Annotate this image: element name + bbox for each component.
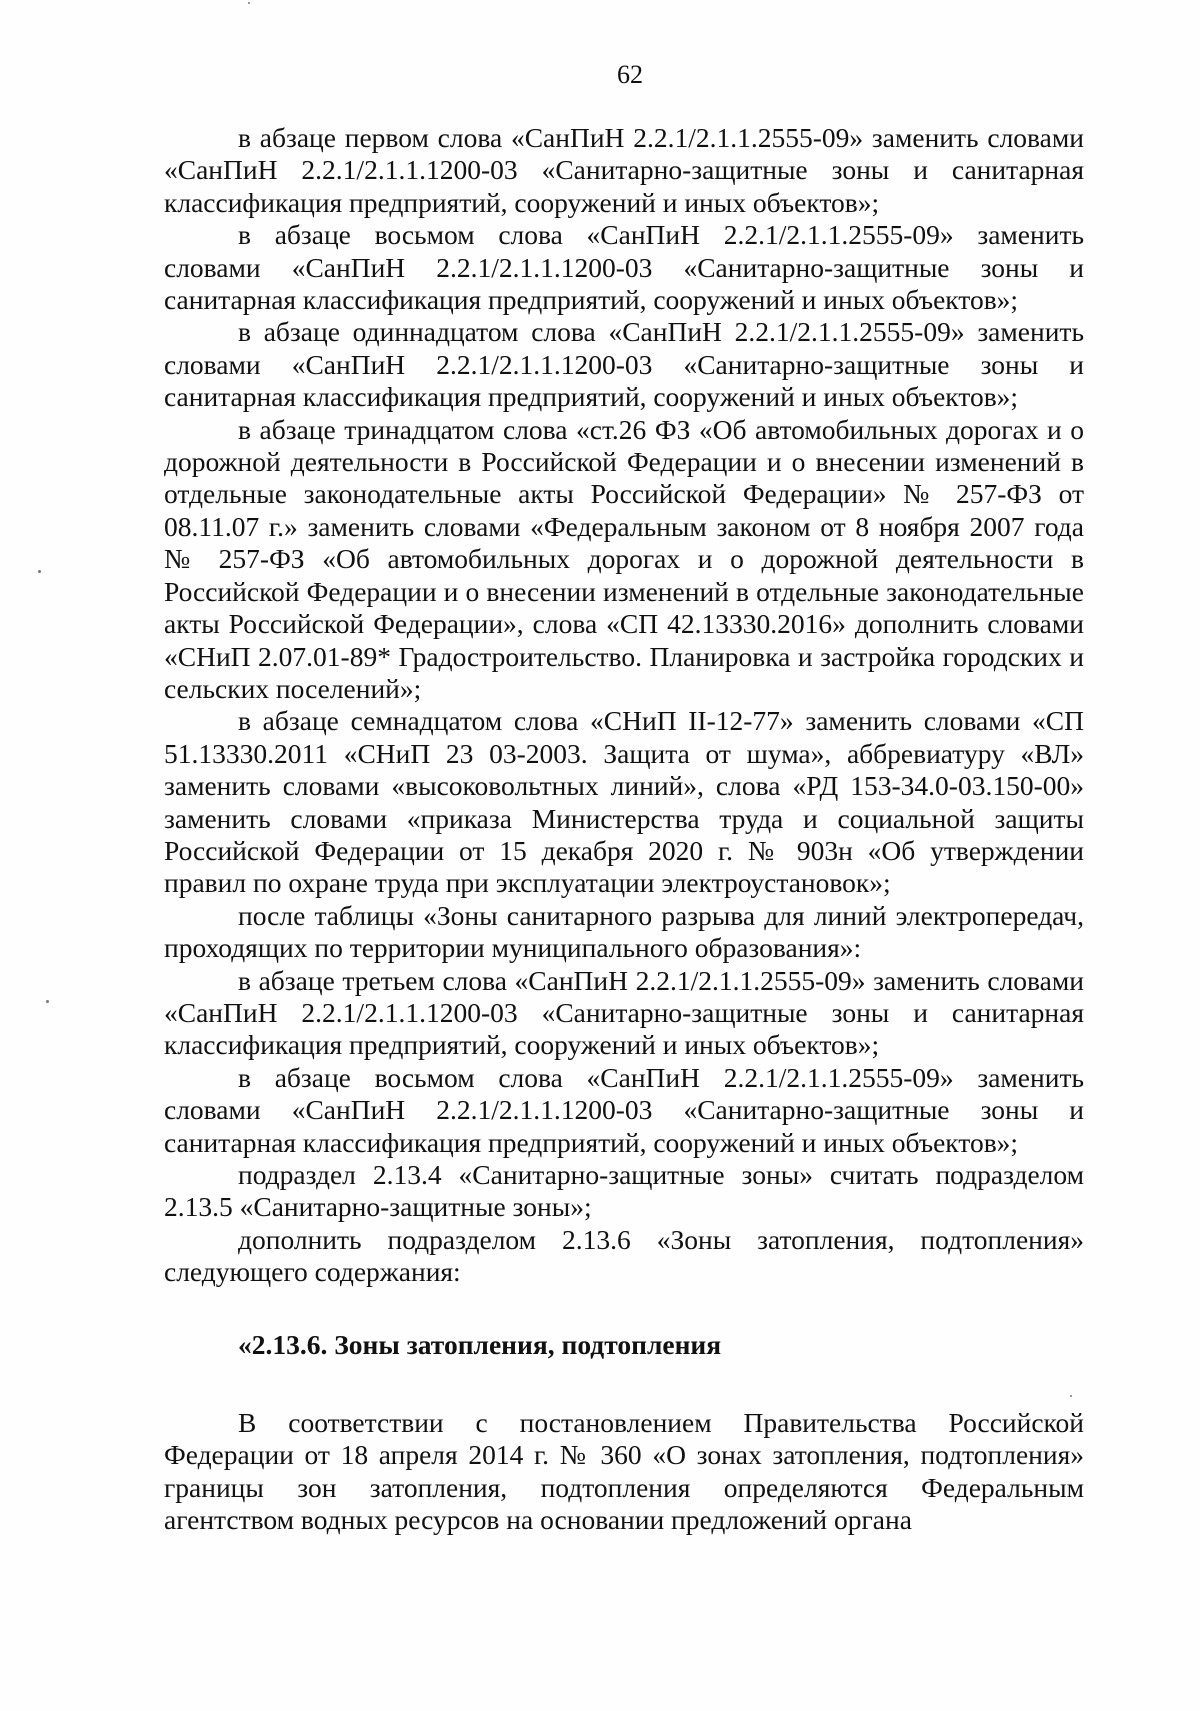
paragraph: в абзаце одиннадцатом слова «СанПиН 2.2.1/2.1.1.2555-09» заменить словами «СанПиН 2.2.1/2.1.1.1200-03 «Санитарно-защитные зоны и санитарная классификация предприятий, сооружений и иных объектов»; bbox=[164, 316, 1084, 413]
closing-paragraph: В соответствии с постановлением Правительства Российской Федерации от 18 апреля 2014 г. № 360 «О зонах затопления, подтопления» границы зон затопления, подтопления определяются Федеральным агентством водных ресурсов на основании предложений органа bbox=[164, 1407, 1084, 1536]
paragraph: дополнить подразделом 2.13.6 «Зоны затопления, подтопления» следующего содержания: bbox=[164, 1223, 1084, 1288]
paragraph: в абзаце третьем слова «СанПиН 2.2.1/2.1.1.2555-09» заменить словами «СанПиН 2.2.1/2.1.1.1200-03 «Санитарно-защитные зоны и санитарная классификация предприятий, сооружений и иных объектов»; bbox=[164, 964, 1084, 1061]
paragraph: в абзаце семнадцатом слова «СНиП II-12-77» заменить словами «СП 51.13330.2011 «СНиП 23 03-2003. Защита от шума», аббревиатуру «ВЛ» заменить словами «высоковольтных линий», слова «РД 153-34.0-03.150-00» заменить словами «приказа Министерства труда и социальной защиты Российской Федерации от 15 декабря 2020 г. № 903н «Об утверждении правил по охране труда при эксплуатации электроустановок»; bbox=[164, 705, 1084, 899]
scan-speck bbox=[38, 570, 41, 573]
paragraph: в абзаце восьмом слова «СанПиН 2.2.1/2.1.1.2555-09» заменить словами «СанПиН 2.2.1/2.1.1.1200-03 «Санитарно-защитные зоны и санитарная классификация предприятий, сооружений и иных объектов»; bbox=[164, 219, 1084, 316]
scan-speck bbox=[46, 1000, 49, 1003]
document-body bbox=[164, 122, 1084, 1537]
scan-speck bbox=[1070, 1395, 1072, 1397]
scan-speck bbox=[248, 2, 250, 4]
paragraph: в абзаце тринадцатом слова «ст.26 ФЗ «Об автомобильных дорогах и о дорожной деятельности в Российской Федерации и о внесении изменений в отдельные законодательные акты Российской Федерации» № 257-ФЗ от 08.11.07 г.» заменить словами «Федеральным законом от 8 ноября 2007 года № 257-ФЗ «Об автомобильных дорогах и о дорожной деятельности в Российской Федерации и о внесении изменений в отдельные законодательные акты Российской Федерации», слова «СП 42.13330.2016» дополнить словами «СНиП 2.07.01-89* Градостроительство. Планировка и застройка городских и сельских поселений»; bbox=[164, 413, 1084, 704]
paragraph: после таблицы «Зоны санитарного разрыва для линий электропередач, проходящих по территории муниципального образования»: bbox=[164, 899, 1084, 964]
section-heading: «2.13.6. Зоны затопления, подтопления bbox=[238, 1328, 722, 1360]
paragraph: в абзаце восьмом слова «СанПиН 2.2.1/2.1.1.2555-09» заменить словами «СанПиН 2.2.1/2.1.1.1200-03 «Санитарно-защитные зоны и санитарная классификация предприятий, сооружений и иных объектов»; bbox=[164, 1061, 1084, 1158]
page-number: 62 bbox=[617, 60, 643, 89]
paragraph: в абзаце первом слова «СанПиН 2.2.1/2.1.1.2555-09» заменить словами «СанПиН 2.2.1/2.1.1.1200-03 «Санитарно-защитные зоны и санитарная классификация предприятий, сооружений и иных объектов»; bbox=[164, 122, 1084, 218]
paragraph: подраздел 2.13.4 «Санитарно-защитные зоны» считать подразделом 2.13.5 «Санитарно-защитные зоны»; bbox=[164, 1159, 1084, 1223]
